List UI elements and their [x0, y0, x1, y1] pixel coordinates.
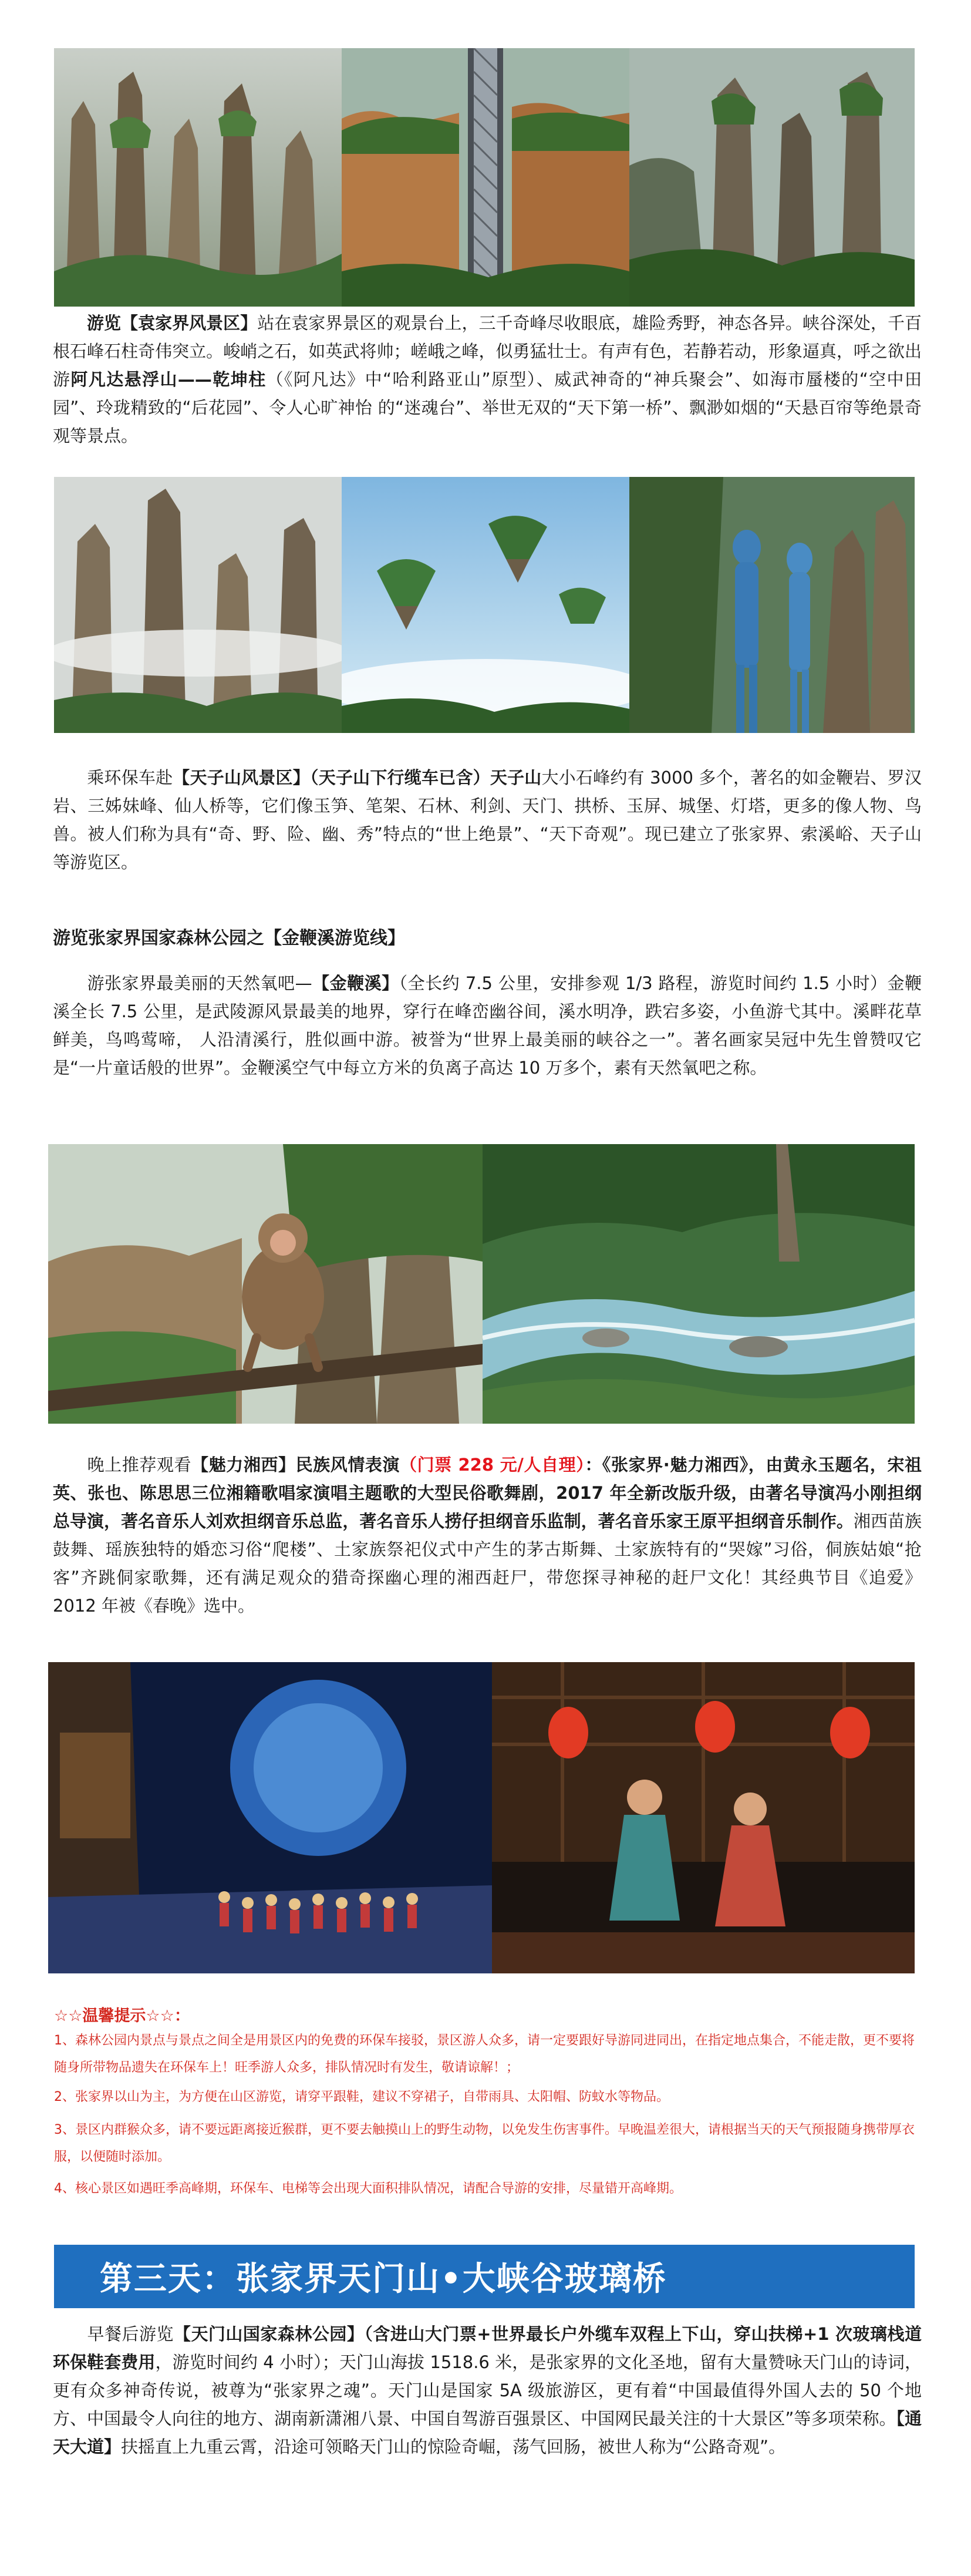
tip-item-4: 4、核心景区如遇旺季高峰期，环保车、电梯等会出现大面积排队情况，请配合导游的安排，尽量错开高峰期。 — [54, 2181, 683, 2196]
yuanjiajie-text-1: 站在袁家界景区的观景台上，三千奇峰尽收眼底，雄险秀野，神态各异。峡谷深处，千百根石峰石柱奇伟突立。峻峭之石，如英武将帅；嵯峨之峰，似勇猛壮士。有声有色，若静若动，形象逼真，呼之欲出游 — [53, 313, 922, 389]
avatar-mountain-highlight: 阿凡达悬浮山——乾坤柱 — [70, 369, 267, 389]
photo-stage-performance-moon — [48, 1662, 492, 1973]
tianmenshan-text-2: 扶摇直上九重云霄，沿途可领略天门山的惊险奇崛，荡气回肠，被世人称为“公路奇观”。 — [121, 2437, 786, 2457]
tongtian-road-highlight: 【通天大道】 — [53, 2409, 922, 2457]
yuanjiajie-paragraph — [53, 309, 922, 450]
yuanjiajie-text-2: （《阿凡达》中“哈利路亚山”原型）、威武神奇的“神兵聚会”、如海市蜃楼的“空中田园”、玲珑精致的“后花园”、令人心旷神怡 的“迷魂台”、举世无双的“天下第一桥”、飘渺如烟的“天悬百帘等绝景奇观等景点。 — [53, 369, 922, 446]
jinbianxi-heading: 游览张家界国家森林公园之【金鞭溪游览线】 — [53, 928, 405, 949]
tianzishan-text: 大小石峰约有 3000 多个，著名的如金鞭岩、罗汉岩、三姊妹峰、仙人桥等，它们像玉笋、笔架、石林、利剑、天门、拱桥、玉屏、城堡、灯塔，更多的像人物、鸟兽。被人们称为具有“奇、野、险、幽、秀”特点的“世上绝景”、“天下奇观”。现已建立了张家界、索溪峪、天子山等游览区。 — [53, 768, 922, 872]
tianzishan-highlight: 【天子山风景区】（天子山下行缆车已含）天子山 — [173, 768, 542, 788]
photo-sandstone-peaks-mist — [54, 48, 342, 307]
tip-item-2: 2、张家界以山为主，为方便在山区游览，请穿平跟鞋，建议不穿裙子，自带雨具、太阳帽、防蚊水等物品。 — [54, 2090, 670, 2104]
photo-stone-pillars-forest — [629, 48, 915, 307]
jinbianxi-text-1: 游张家界最美丽的天然氧吧— — [87, 973, 312, 993]
tianzishan-paragraph — [53, 764, 922, 876]
meili-highlight: 【魅力湘西】民族风情表演 — [191, 1455, 400, 1475]
tianmenshan-paragraph — [53, 2320, 922, 2461]
jinbianxi-text-2: （全长约 7.5 公里，安排参观 1/3 路程，游览时间约 1.5 小时）金鞭溪全长 7.5 公里，是武陵源风景最美的地界，穿行在峰峦幽谷间，溪水明净，跌宕多姿，小鱼游弋其中。溪畔花草鲜美，鸟鸣莺啼， 人沿清溪行，胜似画中游。被誉为“世界上最美丽的峡谷之一”。著名画家吴冠中先生曾赞叹它是“一片童话般的世界”。金鞭溪空气中每立方米的负离子高达 10 万多个，素有天然氧吧之称。 — [53, 973, 922, 1078]
meili-text-2: 湘西苗族鼓舞、瑶族独特的婚恋习俗“爬楼”、土家族祭祀仪式中产生的茅古斯舞、土家族特有的“哭嫁”习俗，侗族姑娘“抢客”齐跳侗家歌舞，还有满足观众的猎奇探幽心理的湘西赶尸，带您探寻神秘的赶尸文化！其经典节目《追爱》2012 年被《春晚》选中。 — [53, 1511, 922, 1616]
yuanjiajie-lead: 游览【袁家界风景区】 — [87, 313, 258, 333]
tips-title: ☆☆温馨提示☆☆： — [54, 2007, 190, 2025]
photo-misty-pinnacles — [54, 477, 342, 733]
meili-xiangxi-paragraph — [53, 1451, 922, 1620]
tianmenshan-lead: 早餐后游览 — [87, 2324, 174, 2344]
photo-bailong-elevator — [342, 48, 629, 307]
tip-item-1: 1、森林公园内景点与景点之间全是用景区内的免费的环保车接驳，景区游人众多，请一定要跟好导游同进同出，在指定地点集合，不能走散，更不要将随身所带物品遗失在环保车上！旺季游人众多，排队情况时有发生，敬请谅解！； — [54, 2033, 915, 2075]
tip-item-3: 3、景区内群猴众多，请不要远距离接近猴群，更不要去触摸山上的野生动物，以免发生伤害事件。早晚温差很大，请根据当天的天气预报随身携带厚衣服，以便随时添加。 — [54, 2123, 915, 2164]
photo-navi-characters — [629, 477, 915, 733]
jinbianxi-paragraph — [53, 969, 922, 1082]
tianmenshan-text-1: ，游览时间约 4 小时）；天门山海拔 1518.6 米，是张家界的文化圣地，留有大量赞咏天门山的诗词，更有众多神奇传说，被尊为“张家界之魂”。天门山是国家 5A 级旅游区，更有着“中国最值得外国人去的 50 个地方、中国最令人向往的地方、湖南新潇湘八景、中国自驾游百强景区、中国网民最关注的十大景区”等多项荣称。 — [53, 2352, 922, 2429]
photo-dancers-red-lanterns — [492, 1662, 915, 1973]
photo-golden-whip-stream — [483, 1144, 915, 1424]
tianzishan-lead: 乘环保车赴 — [87, 768, 173, 788]
tianmenshan-highlight: 【天门山国家森林公园】（含进山大门票+世界最长户外缆车双程上下山，穿山扶梯+1 次玻璃栈道环保鞋套费用 — [53, 2324, 922, 2372]
meili-credits: ：《张家界·魅力湘西》，由黄永玉题名，宋祖英、张也、陈思思三位湘籍歌唱家演唱主题歌的大型民俗歌舞剧，2017 年全新改版升级，由著名导演冯小刚担纲总导演，著名音乐人刘欢担纲音乐总监，著名音乐人捞仔担纲音乐监制，著名音乐家王原平担纲音乐制作。 — [53, 1455, 922, 1531]
photo-floating-mountains — [342, 477, 629, 733]
ticket-price-note: （门票 228 元/人自理） — [400, 1455, 585, 1475]
day3-banner: 第三天：张家界天门山•大峡谷玻璃桥 — [54, 2245, 915, 2308]
photo-monkey-on-branch — [48, 1144, 483, 1424]
meili-text-1: 晚上推荐观看 — [87, 1455, 192, 1475]
jinbianxi-highlight: 【金鞭溪】 — [312, 973, 399, 993]
